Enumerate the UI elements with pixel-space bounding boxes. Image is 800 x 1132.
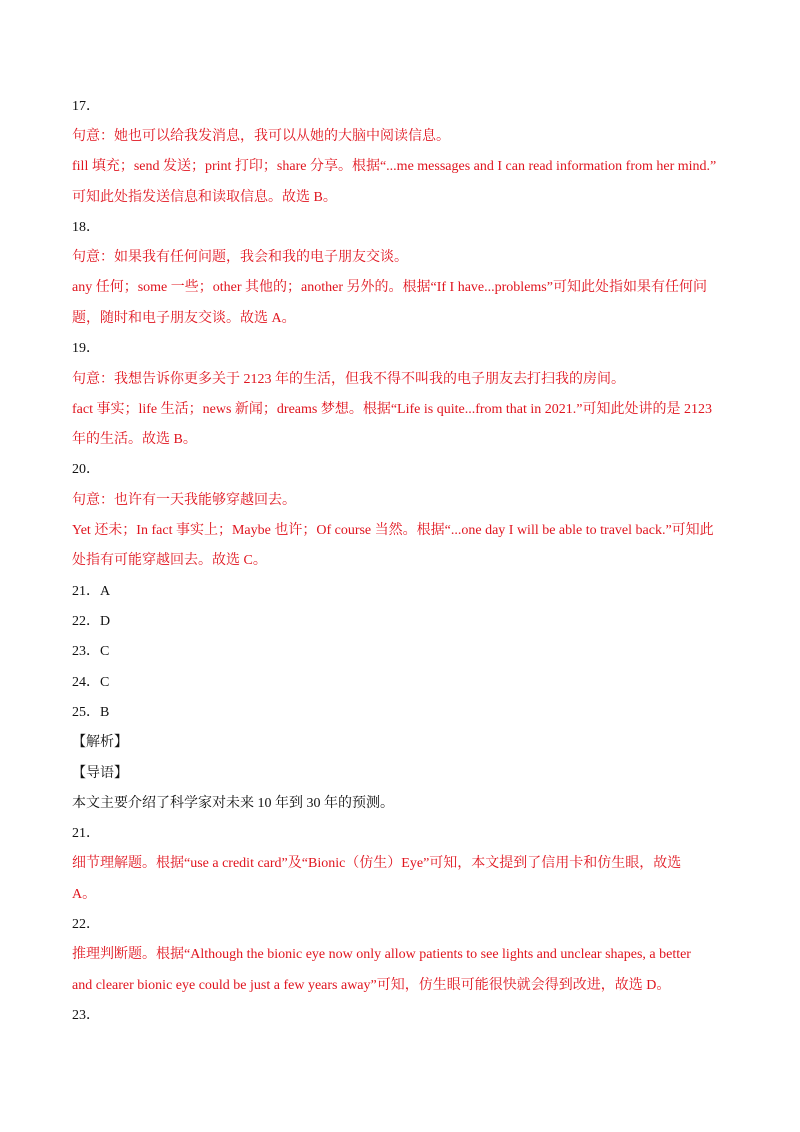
explanation-line: any 任何；some 一些；other 其他的；another 另外的。根据“If I have...problems”可知此处指如果有任何问 bbox=[72, 280, 707, 295]
explanation-line: Yet 还未；In fact 事实上；Maybe 也许；Of course 当然。根据“...one day I will be able to travel back.”可知此 bbox=[72, 523, 714, 538]
question-number: 21． bbox=[72, 826, 100, 841]
answer-item: 22．D bbox=[72, 614, 111, 629]
explanation-line: 年的生活。故选 B。 bbox=[72, 432, 197, 447]
explanation-line: 处指有可能穿越回去。故选 C。 bbox=[72, 553, 267, 568]
intro-text: 本文主要介绍了科学家对未来 10 年到 30 年的预测。 bbox=[72, 796, 394, 811]
answer-item: 21．A bbox=[72, 584, 111, 599]
answer-item: 23．C bbox=[72, 644, 110, 659]
explanation-line: 可知此处指发送信息和读取信息。故选 B。 bbox=[72, 190, 337, 205]
sentence-meaning: 句意：她也可以给我发消息，我可以从她的大脑中阅读信息。 bbox=[72, 129, 450, 144]
section-heading-analysis: 【解析】 bbox=[72, 735, 128, 750]
explanation-line: fill 填充；send 发送；print 打印；share 分享。根据“...me messages and I can read information from her mind.” bbox=[72, 159, 717, 174]
question-number: 23． bbox=[72, 1008, 100, 1023]
answer-item: 25．B bbox=[72, 705, 110, 720]
question-number: 18． bbox=[72, 220, 100, 235]
sentence-meaning: 句意：也许有一天我能够穿越回去。 bbox=[72, 493, 296, 508]
question-number: 20． bbox=[72, 462, 100, 477]
explanation-line: 细节理解题。根据“use a credit card”及“Bionic（仿生）Eye”可知，本文提到了信用卡和仿生眼，故选 bbox=[72, 856, 682, 871]
sentence-meaning: 句意：如果我有任何问题，我会和我的电子朋友交谈。 bbox=[72, 250, 408, 265]
sentence-meaning: 句意：我想告诉你更多关于 2123 年的生活，但我不得不叫我的电子朋友去打扫我的房间。 bbox=[72, 372, 625, 387]
question-number: 17． bbox=[72, 99, 100, 114]
explanation-line: and clearer bionic eye could be just a few years away”可知，仿生眼可能很快就会得到改进，故选 D。 bbox=[72, 978, 671, 993]
section-heading-intro: 【导语】 bbox=[72, 766, 128, 781]
question-number: 22． bbox=[72, 917, 100, 932]
explanation-line: 题，随时和电子朋友交谈。故选 A。 bbox=[72, 311, 296, 326]
answer-item: 24．C bbox=[72, 675, 110, 690]
explanation-line: fact 事实；life 生活；news 新闻；dreams 梦想。根据“Life is quite...from that in 2021.”可知此处讲的是 2123 bbox=[72, 402, 713, 417]
explanation-line: 推理判断题。根据“Although the bionic eye now only allow patients to see lights and unclear shapes, a better bbox=[72, 947, 691, 962]
question-number: 19． bbox=[72, 341, 100, 356]
explanation-line: A。 bbox=[72, 887, 97, 902]
